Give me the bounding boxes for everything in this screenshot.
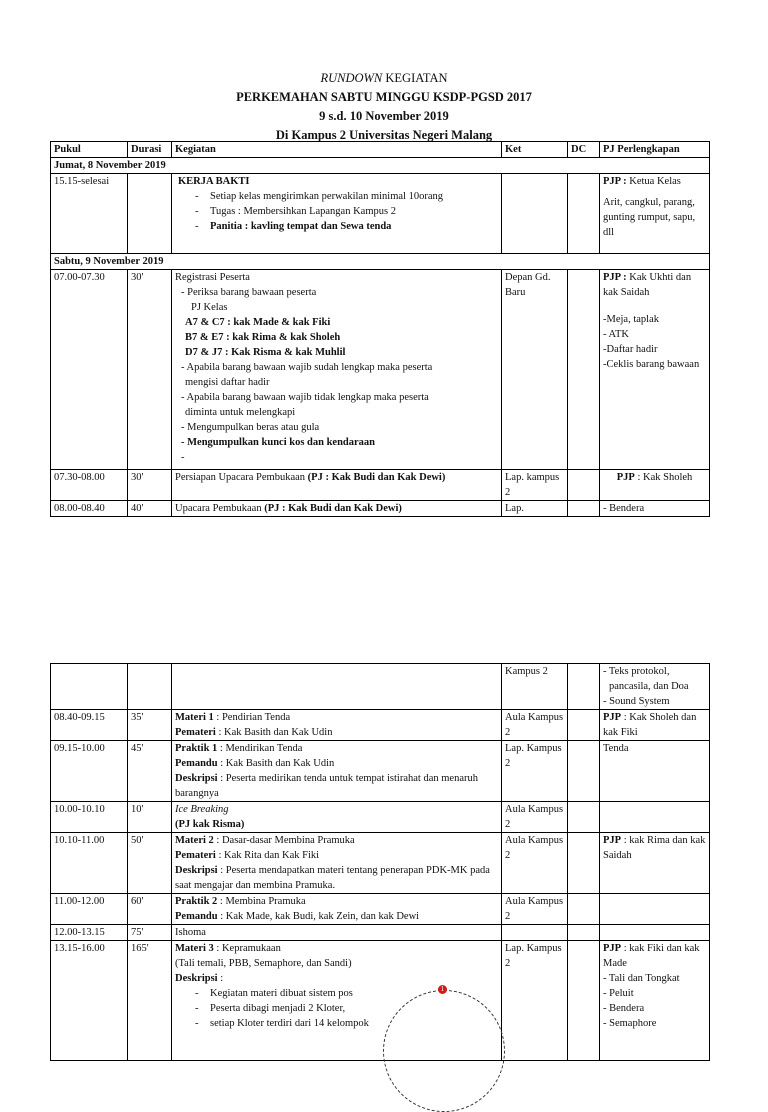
table-row: 13.15-16.00 165' Materi 3 : Kepramukaan (Tali temali, PBB, Semaphore, dan Sandi) Deskripsi : - Kegiatan materi dibuat sistem pos - Peserta dibagi menjadi 2 Kloter, - setiap Kloter terdiri dari 14 kelompok Lap. Kampus 2 PJP : kak Fiki dan kak Made - Tali dan Tongkat - Peluit - Bendera - Semaphore xyxy=(51,941,710,1061)
table-row: Kampus 2 - Teks protokol, pancasila, dan Doa - Sound System xyxy=(51,664,710,710)
table-row: 11.00-12.00 60' Praktik 2 : Membina Pramuka Pemandu : Kak Made, kak Budi, kak Zein, dan kak Dewi Aula Kampus 2 xyxy=(51,894,710,925)
title-line-4: Di Kampus 2 Universitas Negeri Malang xyxy=(275,128,493,142)
header-kegiatan: Kegiatan xyxy=(172,142,502,158)
date-row-saturday: Sabtu, 9 November 2019 xyxy=(51,254,710,270)
pos-marker: 1 xyxy=(438,985,447,994)
rundown-table-page-2 xyxy=(50,663,710,1061)
title-line-3: 9 s.d. 10 November 2019 xyxy=(319,109,449,123)
table-row: 10.00-10.10 10' Ice Breaking (PJ kak Risma) Aula Kampus 2 xyxy=(51,802,710,833)
document-heading xyxy=(0,69,768,145)
header-pj: PJ Perlengkapan xyxy=(600,142,710,158)
pos-diagram-circle xyxy=(383,990,505,1112)
title-line-1: RUNDOWN KEGIATAN xyxy=(320,71,448,85)
title-line-2: PERKEMAHAN SABTU MINGGU KSDP-PGSD 2017 xyxy=(236,90,532,104)
rundown-table-page-1 xyxy=(50,141,710,517)
table-row: 07.30-08.00 30' Persiapan Upacara Pembukaan (PJ : Kak Budi dan Kak Dewi) Lap. kampus 2 PJP : Kak Sholeh xyxy=(51,470,710,501)
table-row: 15.15-selesai KERJA BAKTI - Setiap kelas mengirimkan perwakilan minimal 10orang - Tugas : Membersihkan Lapangan Kampus 2 - Panitia : kavling tempat dan Sewa tenda PJP : Ketua Kelas Arit, cangkul, parang, gunting rumput, sapu, dll xyxy=(51,174,710,254)
table-row: 12.00-13.15 75' Ishoma xyxy=(51,925,710,941)
table-row: 07.00-07.30 30' Registrasi Peserta - Periksa barang bawaan peserta PJ Kelas A7 & C7 : kak Made & kak Fiki B7 & E7 : kak Rima & kak Sholeh D7 & J7 : Kak Risma & kak Muhlil - Apabila barang bawaan wajib sudah lengkap maka peserta mengisi daftar hadir - Apabila barang bawaan wajib tidak lengkap maka peserta diminta untuk melengkapi - Mengumpulkan beras atau gula - Mengumpulkan kunci kos dan kendaraan - Depan Gd. Baru PJP : Kak Ukhti dan kak Saidah -Meja, taplak - ATK -Daftar hadir -Ceklis barang bawaan xyxy=(51,270,710,470)
table-row: 08.00-08.40 40' Upacara Pembukaan (PJ : Kak Budi dan Kak Dewi) Lap. - Bendera xyxy=(51,501,710,517)
table-row: 08.40-09.15 35' Materi 1 : Pendirian Tenda Pemateri : Kak Basith dan Kak Udin Aula Kampus 2 PJP : Kak Sholeh dan kak Fiki xyxy=(51,710,710,741)
header-durasi: Durasi xyxy=(128,142,172,158)
table-row: 09.15-10.00 45' Praktik 1 : Mendirikan Tenda Pemandu : Kak Basith dan Kak Udin Deskripsi : Peserta medirikan tenda untuk tempat istirahat dan menaruh barangnya Lap. Kampus 2 Tenda xyxy=(51,741,710,802)
header-ket: Ket xyxy=(502,142,568,158)
header-dc: DC xyxy=(568,142,600,158)
table-row: 10.10-11.00 50' Materi 2 : Dasar-dasar Membina Pramuka Pemateri : Kak Rita dan Kak Fiki Deskripsi : Peserta mendapatkan materi tentang penerapan PDK-MK pada saat mengajar dan membina Pramuka. Aula Kampus 2 PJP : kak Rima dan kak Saidah xyxy=(51,833,710,894)
header-pukul: Pukul xyxy=(51,142,128,158)
date-row-friday: Jumat, 8 November 2019 xyxy=(51,158,710,174)
table-header-row xyxy=(51,142,710,158)
